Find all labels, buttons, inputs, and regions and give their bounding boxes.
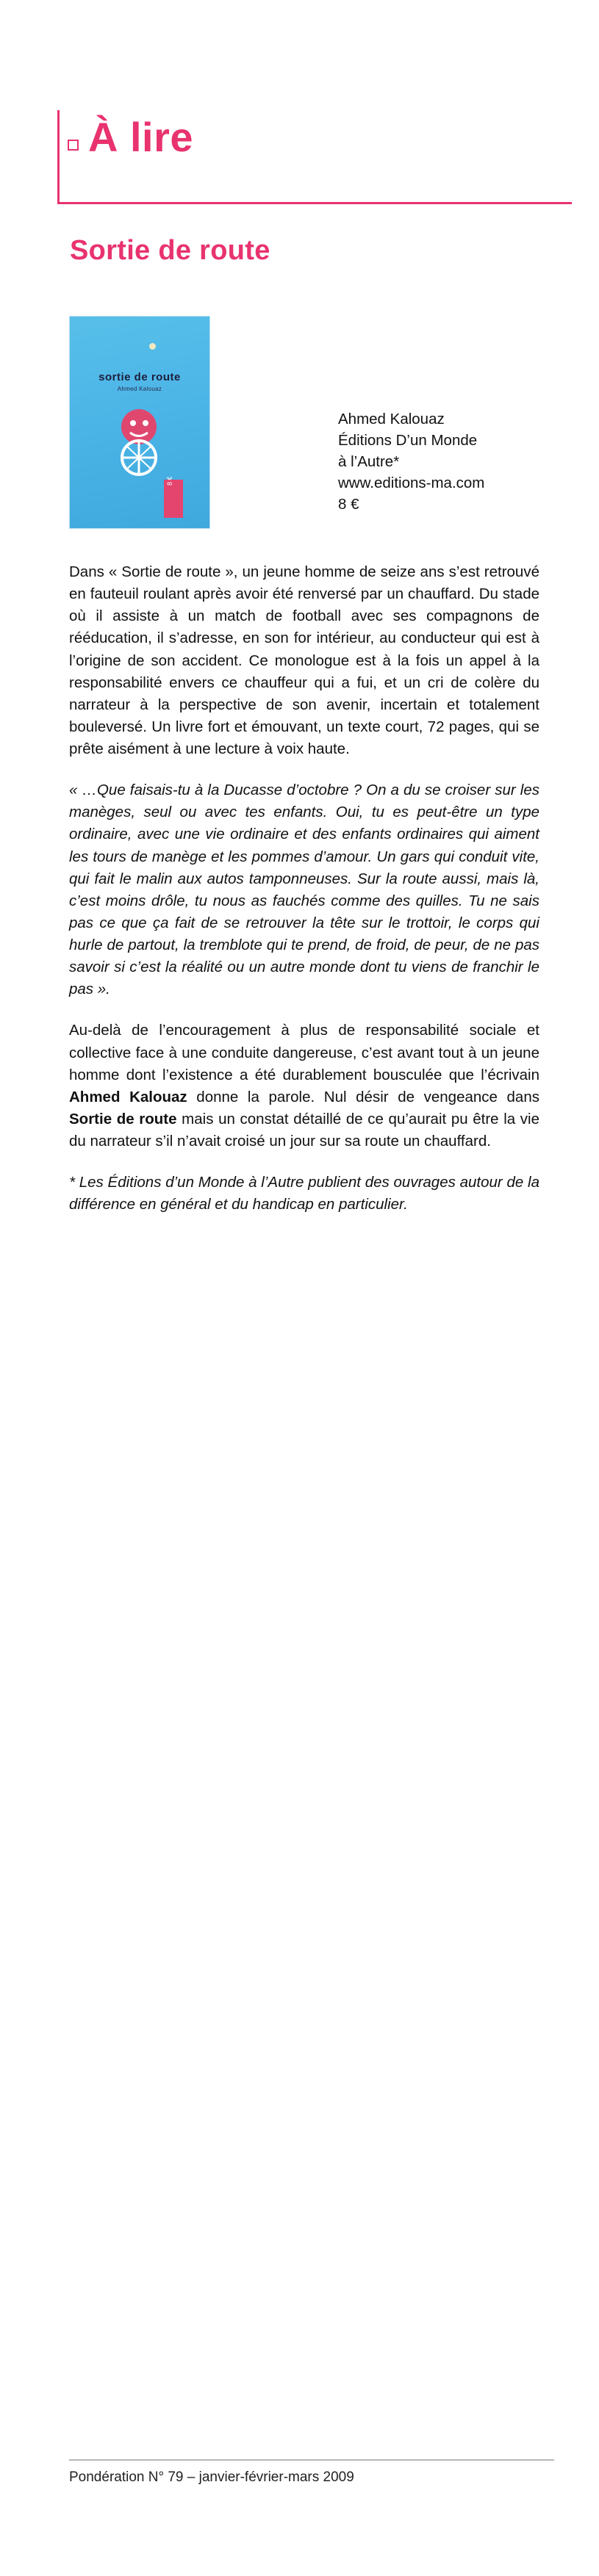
header-vertical-rule: [57, 110, 60, 204]
cover-dot-decoration: [149, 343, 156, 350]
footer-divider: [69, 2459, 554, 2461]
section-title: À lire: [88, 114, 194, 160]
commentary-part-1: Au-delà de l’encouragement à plus de responsabilité sociale et collective face à une conduite dangereuse, c’est avant tout à un jeune homme dont l’existence a été durablement bousculée que l’écrivain: [69, 1022, 539, 1083]
footer-issue: – janvier-février-mars 2009: [187, 2469, 354, 2485]
header-horizontal-rule: [57, 202, 572, 204]
paragraph-intro: Dans « Sortie de route », un jeune homme de seize ans s’est retrouvé en fauteuil roulant après avoir été renversé par un chauffard. Du stade où il assiste à un match de football avec ses compagnons de rééducation, il s’adresse, en son for intérieur, au conducteur qui est à l’origine de son accident. Ce monologue est à la fois un appel à la responsabilité envers ce chauffeur qui a fui, et un cri de colère du narrateur à la perspective de son avenir, incertain et totalement bouleversé. Un livre fort et émouvant, un texte court, 72 pages, qui se prête aisément à une lecture à voix haute.: [69, 563, 539, 757]
paragraph-quote: « …Que faisais-tu à la Ducasse d’octobre ? On a du se croiser sur les manèges, seul ou avec tes enfants. Oui, tu es peut-être un type ordinaire, avec une vie ordinaire et des enfants ordinaires qui aiment les tours de manège et les pommes d’amour. Un gars qui conduit vite, qui fait le malin aux autos tamponneuses. Sur la route aussi, mais là, c’est moins drôle, tu nous as fauchés comme des quilles. Tu ne sais pas ce que ça fait de se retrouver la tête sur le trottoir, le corps qui hurle de partout, la tremblote qui te prend, de froid, de peur, de ne pas savoir si c’est la réalité ou un autre monde dont tu viens de franchir le pas ».: [69, 782, 539, 998]
commentary-book-title: Sortie de route: [69, 1110, 177, 1128]
cover-emblem-icon: [104, 403, 174, 480]
commentary-part-3: mais un constat détaillé de ce qu’aurait pu être la vie du narrateur s’il n’avait croisé un jour sur sa route un chauffard.: [69, 1110, 540, 1150]
book-publisher-line2: à l’Autre*: [338, 453, 400, 471]
book-metadata: [338, 408, 573, 516]
article-title: Sortie de route: [70, 235, 270, 266]
commentary-author-name: Ahmed Kalouaz: [69, 1088, 187, 1105]
book-website[interactable]: www.editions-ma.com: [338, 475, 485, 492]
paragraph-footnote: * Les Éditions d’un Monde à l’Autre publient des ouvrages autour de la différence en général et du handicap en particulier.: [69, 1174, 539, 1213]
page-footer: [69, 2469, 554, 2486]
footer-publication: Pondération N° 79: [69, 2469, 184, 2485]
book-publisher: Éditions D’un Monde: [338, 432, 478, 450]
paragraph-commentary: [69, 1020, 539, 1152]
book-author: Ahmed Kalouaz: [338, 411, 445, 427]
cover-author-text: Ahmed Kalouaz: [117, 386, 162, 392]
book-cover-image: [69, 316, 210, 529]
footer-text: [69, 2469, 554, 2486]
square-outline-icon: [68, 140, 79, 151]
section-header: [57, 110, 572, 206]
book-price: 8 €: [338, 496, 359, 513]
cover-title-text: sortie de route: [98, 371, 181, 383]
article-body: [69, 561, 539, 1216]
commentary-part-2: donne la parole. Nul désir de vengeance dans: [187, 1088, 539, 1105]
cover-price-label: 8 €: [166, 476, 173, 486]
